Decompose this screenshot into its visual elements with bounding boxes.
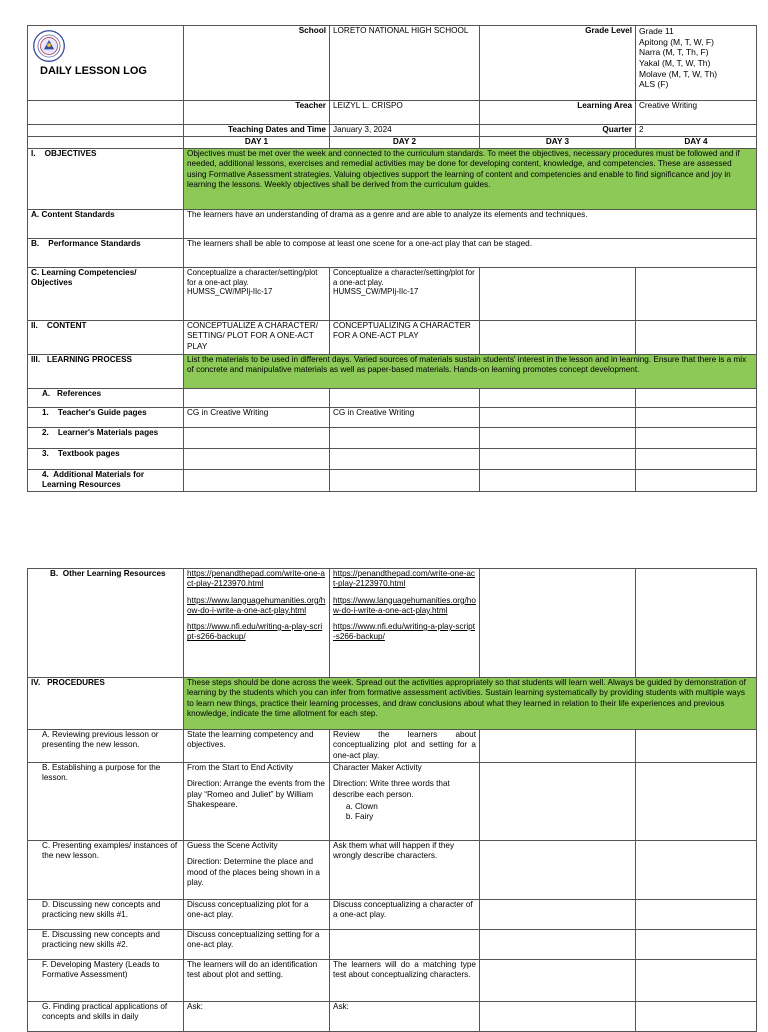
resource-link[interactable]: https://www.languagehumanities.org/how-do-i-write-a-one-act-play.html xyxy=(333,595,476,615)
activity-title: From the Start to End Activity xyxy=(187,763,294,772)
teacher-value: LEIZYL L. CRISPO xyxy=(330,101,480,125)
teachers-guide-day1: CG in Creative Writing xyxy=(184,408,330,428)
grade-level-label: Grade Level xyxy=(480,26,636,101)
grade-line: Narra (M, T, Th, F) xyxy=(639,47,709,58)
additional-materials-label: 4. Additional Materials for Learning Resources xyxy=(28,470,184,492)
proc-f-day1: The learners will do an identification test about plot and setting. xyxy=(184,960,330,1002)
grade-line: ALS (F) xyxy=(639,79,669,90)
resource-link[interactable]: https://penandthepad.com/write-one-act-play-2123970.html xyxy=(187,569,325,589)
other-resources-day1 xyxy=(184,569,330,678)
proc-e-day1: Discuss conceptualizing setting for a one-act play. xyxy=(184,930,330,960)
content-standards-label: A. Content Standards xyxy=(28,210,184,239)
proc-g-label: G. Finding practical applications of concepts and skills in daily xyxy=(28,1002,184,1032)
proc-c-day1 xyxy=(184,841,330,900)
teachers-guide-label: 1. Teacher's Guide pages xyxy=(28,408,184,428)
lesson-log-table-page2 xyxy=(27,568,757,1032)
list-item: b. Fairy xyxy=(355,812,476,822)
procedures-label: IV. PROCEDURES xyxy=(28,678,184,730)
learning-process-text: List the materials to be used in different days. Varied sources of materials sustain students' interest in the lesson and in learning. Ensure that there is a mix of concrete and manipulative materials as well as paper-based materials. Hands-on learning promotes concept development. xyxy=(184,355,757,389)
proc-g-day2: Ask: xyxy=(330,1002,480,1032)
competency-code: HUMSS_CW/MPIj-IIc-17 xyxy=(333,287,419,297)
content-standards-text: The learners have an understanding of drama as a genre and are able to analyze its elements and techniques. xyxy=(184,210,757,239)
proc-c-day2: Ask them what will happen if they wrongly describe characters. xyxy=(330,841,480,900)
procedures-text: These steps should be done across the week. Spread out the activities appropriately so that students will learn well. Always be guided by demonstration of learning by the students which you can infer from formative assessment activities. Sustain learning systematically by providing students with multiple ways to learn new things, practice their learning processes, and draw conclusions about what they learned in relation to their life experiences and previous knowledge, indicate the time allotment for each step. xyxy=(184,678,757,730)
references-label: A. References xyxy=(28,389,184,408)
content-day1: CONCEPTUALIZE A CHARACTER/ SETTING/ PLOT FOR A ONE-ACT PLAY xyxy=(184,321,330,355)
school-label: School xyxy=(184,26,330,101)
grade-line: Yakal (M, T, W, Th) xyxy=(639,57,711,68)
performance-standards-label: B. Performance Standards xyxy=(28,239,184,268)
proc-b-day1 xyxy=(184,763,330,841)
quarter-label: Quarter xyxy=(480,125,636,137)
character-list xyxy=(333,802,476,823)
dates-value: January 3, 2024 xyxy=(330,125,480,137)
day-header: DAY 2 xyxy=(330,137,480,149)
competency-text: Conceptualize a character/setting/plot for a one-act play. xyxy=(187,268,318,287)
competency-day2 xyxy=(330,268,480,321)
proc-d-day2: Discuss conceptualizing a character of a one-act play. xyxy=(330,900,480,930)
learning-area-value: Creative Writing xyxy=(636,101,757,125)
objectives-label: I. OBJECTIVES xyxy=(28,149,184,210)
grade-line: Grade 11 xyxy=(639,26,674,36)
proc-c-label: C. Presenting examples/ instances of the new lesson. xyxy=(28,841,184,900)
grade-level-value xyxy=(636,26,757,101)
learners-materials-label: 2. Learner's Materials pages xyxy=(28,428,184,449)
activity-title: Guess the Scene Activity xyxy=(187,841,278,850)
resource-link[interactable]: https://www.nfi.edu/writing-a-play-script-s266-backup/ xyxy=(187,622,323,642)
dates-label: Teaching Dates and Time xyxy=(184,125,330,137)
school-value: LORETO NATIONAL HIGH SCHOOL xyxy=(330,26,480,101)
day-header: DAY 3 xyxy=(480,137,636,149)
proc-b-day2 xyxy=(330,763,480,841)
day-header: DAY 4 xyxy=(636,137,757,149)
header-logo-cell xyxy=(28,26,184,101)
proc-e-label: E. Discussing new concepts and practicing new skills #2. xyxy=(28,930,184,960)
proc-d-day1: Discuss conceptualizing plot for a one-act play. xyxy=(184,900,330,930)
proc-f-day2: The learners will do a matching type test about conceptualizing characters. xyxy=(330,960,480,1002)
resource-link[interactable]: https://penandthepad.com/write-one-act-play-2123970.html xyxy=(333,569,476,589)
objectives-text: Objectives must be met over the week and connected to the curriculum standards. To meet the objectives, necessary procedures must be followed and if needed, additional lessons, exercises and remedial activities may be done for developing content, knowledge, and competencies. These are assessed using Formative Assessment strategies. Valuing objectives support the learning of content and competencies and enable to find significance and joy in learning the lessons. Weekly objectives shall be derived from the curriculum guides. xyxy=(184,149,757,210)
proc-a-day2: Review the learners about conceptualizing plot and setting for a one-act play. xyxy=(330,730,480,763)
competencies-label: C. Learning Competencies/ Objectives xyxy=(28,268,184,321)
proc-b-label: B. Establishing a purpose for the lesson. xyxy=(28,763,184,841)
resource-link[interactable]: https://www.languagehumanities.org/how-do-i-write-a-one-act-play.html xyxy=(187,595,326,615)
activity-direction: Direction: Arrange the events from the play “Romeo and Juliet” by William Shakespeare. xyxy=(187,779,325,809)
competency-code: HUMSS_CW/MPIj-IIc-17 xyxy=(187,287,273,297)
proc-g-day1: Ask: xyxy=(184,1002,330,1032)
content-label: II. CONTENT xyxy=(28,321,184,355)
lesson-log-table-page1 xyxy=(27,25,757,492)
proc-d-label: D. Discussing new concepts and practicing new skills #1. xyxy=(28,900,184,930)
proc-a-label: A. Reviewing previous lesson or presenting the new lesson. xyxy=(28,730,184,763)
competency-day1 xyxy=(184,268,330,321)
activity-title: Character Maker Activity xyxy=(333,763,422,772)
content-day2: CONCEPTUALIZING A CHARACTER FOR A ONE-ACT PLAY xyxy=(330,321,480,355)
grade-line: Molave (M, T, W, Th) xyxy=(639,68,718,79)
deped-seal-icon xyxy=(32,29,66,63)
textbook-label: 3. Textbook pages xyxy=(28,449,184,470)
learning-area-label: Learning Area xyxy=(480,101,636,125)
grade-line: Apitong (M, T, W, F) xyxy=(639,36,714,47)
learning-process-label: III. LEARNING PROCESS xyxy=(28,355,184,389)
list-item: a. Clown xyxy=(355,802,476,812)
resource-link[interactable]: https://www.nfi.edu/writing-a-play-script-s266-backup/ xyxy=(333,622,475,642)
other-resources-day2 xyxy=(330,569,480,678)
performance-standards-text: The learners shall be able to compose at least one scene for a one-act play that can be staged. xyxy=(184,239,757,268)
proc-f-label: F. Developing Mastery (Leads to Formative Assessment) xyxy=(28,960,184,1002)
activity-direction: Direction: Write three words that describe each person. xyxy=(333,779,450,799)
teachers-guide-day2: CG in Creative Writing xyxy=(330,408,480,428)
teacher-label: Teacher xyxy=(184,101,330,125)
activity-direction: Direction: Determine the place and mood of the places being shown in a play. xyxy=(187,857,320,887)
proc-a-day1: State the learning competency and objectives. xyxy=(184,730,330,763)
competency-text: Conceptualize a character/setting/plot for a one-act play. xyxy=(333,268,475,287)
quarter-value: 2 xyxy=(636,125,757,137)
document-title: DAILY LESSON LOG xyxy=(40,65,147,77)
other-resources-label: B. Other Learning Resources xyxy=(28,569,184,678)
day-header: DAY 1 xyxy=(184,137,330,149)
